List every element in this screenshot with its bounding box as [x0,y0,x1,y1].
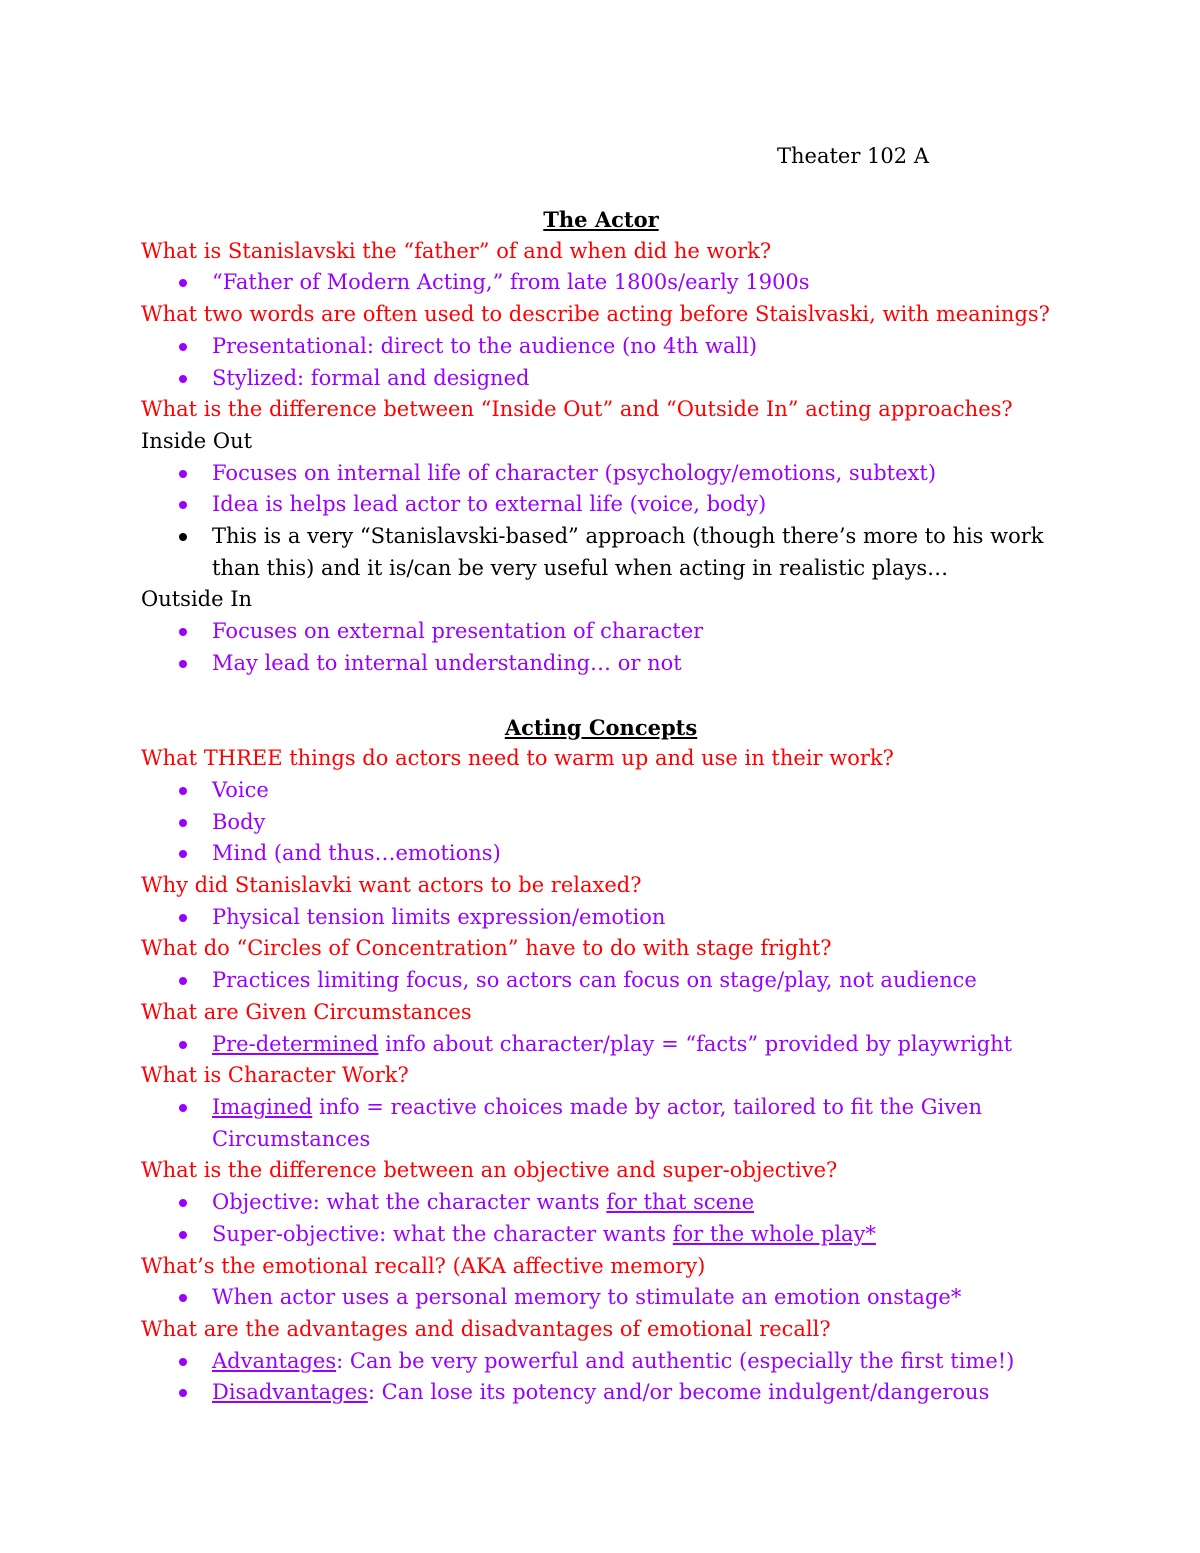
answer-item: Presentational: direct to the audience (no 4th wall) [141,331,1061,363]
answer-item: Voice [141,775,1061,807]
bullet-icon [179,1199,187,1207]
answer-item: Disadvantages: Can lose its potency and/or become indulgent/dangerous [141,1377,1061,1409]
question: What is the difference between “Inside Out” and “Outside In” acting approaches? [141,397,1013,422]
question: What is Stanislavski the “father” of and when did he work? [141,238,772,263]
subheading-inside-out: Inside Out [141,428,253,453]
answer-item: May lead to internal understanding… or not [141,648,1061,680]
bullet-icon [179,850,187,858]
bullet-icon [179,914,187,922]
subheading-outside-in: Outside In [141,587,253,612]
answer-item: Practices limiting focus, so actors can focus on stage/play, not audience [141,965,1061,997]
bullet-icon [179,1294,187,1302]
bullet-icon [179,375,187,383]
bullet-icon [179,787,187,795]
answer-item: When actor uses a personal memory to stimulate an emotion onstage* [141,1282,1061,1314]
answer-item: Super-objective: what the character wants for the whole play* [141,1219,1061,1251]
answer-item: Physical tension limits expression/emotion [141,902,1061,934]
bullet-icon [179,1041,187,1049]
answer-item: Advantages: Can be very powerful and authentic (especially the first time!) [141,1346,1061,1378]
section-title-actor: The Actor [543,207,659,232]
answer-item: Focuses on external presentation of character [141,616,1061,648]
answer-item: Stylized: formal and designed [141,363,1061,395]
bullet-icon [179,819,187,827]
answer-item: Idea is helps lead actor to external life (voice, body) [141,489,1061,521]
answer-item: Imagined info = reactive choices made by actor, tailored to fit the Given Circumstances [141,1092,1061,1155]
bullet-icon [179,279,187,287]
answer-item: Mind (and thus…emotions) [141,838,1061,870]
bullet-icon [179,660,187,668]
answer-item: Body [141,807,1061,839]
answer-item: Focuses on internal life of character (psychology/emotions, subtext) [141,458,1061,490]
question: What are Given Circumstances [141,999,472,1024]
answer-item: Pre-determined info about character/play = “facts” provided by playwright [141,1029,1061,1061]
question: What two words are often used to describe acting before Staislvaski, with meanings? [141,302,1050,327]
question: What is the difference between an objective and super-objective? [141,1158,838,1183]
bullet-icon [179,977,187,985]
answer-item: This is a very “Stanislavski-based” approach (though there’s more to his work than this) and it is/can be very useful when acting in realistic plays… [141,521,1061,584]
bullet-icon [179,343,187,351]
answer-item: Objective: what the character wants for that scene [141,1187,1061,1219]
course-title: Theater 102 A [777,144,929,168]
bullet-icon [179,470,187,478]
question: Why did Stanislavki want actors to be relaxed? [141,873,642,898]
question: What is Character Work? [141,1063,409,1088]
bullet-icon [179,1104,187,1112]
bullet-icon [179,1231,187,1239]
bullet-icon [179,501,187,509]
answer-item: “Father of Modern Acting,” from late 1800s/early 1900s [141,267,1061,299]
bullet-icon [179,1389,187,1397]
document-body [141,204,1061,1409]
bullet-icon [179,533,187,541]
question: What are the advantages and disadvantages of emotional recall? [141,1316,831,1341]
question: What do “Circles of Concentration” have to do with stage fright? [141,936,832,961]
bullet-icon [179,628,187,636]
section-title-concepts: Acting Concepts [504,714,698,740]
question: What THREE things do actors need to warm up and use in their work? [141,746,894,771]
spacer [141,680,1061,712]
bullet-icon [179,1358,187,1366]
question: What’s the emotional recall? (AKA affective memory) [141,1253,706,1278]
